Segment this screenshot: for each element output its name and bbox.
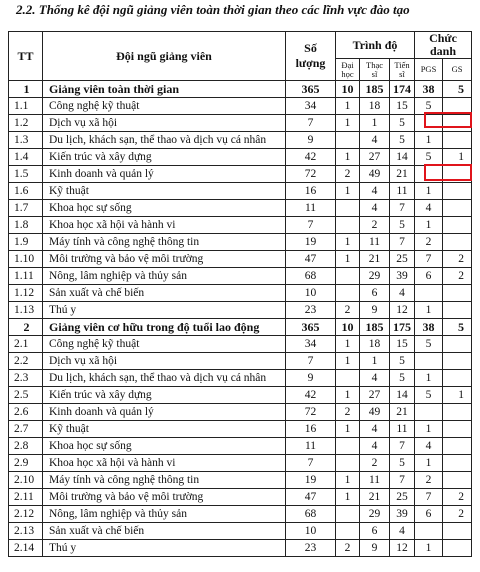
table-row	[9, 353, 472, 370]
row-thac-si: 6	[360, 285, 390, 302]
row-tt: 1.4	[9, 149, 43, 166]
row-name: Thú y	[43, 540, 286, 557]
table-row	[9, 387, 472, 404]
row-gs	[443, 540, 472, 557]
row-thac-si: 18	[360, 98, 390, 115]
row-gs	[443, 200, 472, 217]
row-name: Môi trường và bảo vệ môi trường	[43, 489, 286, 506]
row-gs	[443, 217, 472, 234]
row-gs	[443, 285, 472, 302]
row-tt: 1.11	[9, 268, 43, 285]
header-pgs: PGS	[415, 59, 443, 81]
row-tien-si: 5	[390, 370, 415, 387]
table-row	[9, 489, 472, 506]
header-tien-si: Tiến sĩ	[390, 59, 415, 81]
row-pgs: 1	[415, 217, 443, 234]
row-tien-si: 39	[390, 506, 415, 523]
table-row	[9, 319, 472, 336]
row-name: Khoa học sự sống	[43, 438, 286, 455]
row-dai-hoc: 1	[336, 234, 360, 251]
row-tien-si: 4	[390, 285, 415, 302]
row-tt: 2.12	[9, 506, 43, 523]
row-tien-si: 4	[390, 523, 415, 540]
table-row	[9, 149, 472, 166]
row-tt: 2.7	[9, 421, 43, 438]
row-thac-si: 27	[360, 149, 390, 166]
header-tt: TT	[9, 32, 43, 81]
row-tien-si: 7	[390, 200, 415, 217]
row-total: 34	[286, 336, 336, 353]
row-thac-si: 29	[360, 268, 390, 285]
table-row	[9, 200, 472, 217]
row-dai-hoc: 1	[336, 489, 360, 506]
table-row	[9, 370, 472, 387]
row-tien-si: 11	[390, 183, 415, 200]
row-pgs: 5	[415, 149, 443, 166]
row-dai-hoc	[336, 132, 360, 149]
row-thac-si: 4	[360, 438, 390, 455]
row-pgs: 5	[415, 98, 443, 115]
row-gs: 2	[443, 489, 472, 506]
row-total: 19	[286, 234, 336, 251]
row-tien-si: 15	[390, 98, 415, 115]
row-tt: 2.5	[9, 387, 43, 404]
row-total: 7	[286, 115, 336, 132]
row-thac-si: 1	[360, 115, 390, 132]
row-tien-si: 5	[390, 353, 415, 370]
row-pgs: 7	[415, 489, 443, 506]
row-tt: 1.3	[9, 132, 43, 149]
row-name: Máy tính và công nghệ thông tin	[43, 234, 286, 251]
row-tien-si: 39	[390, 268, 415, 285]
row-tt: 2.3	[9, 370, 43, 387]
row-gs	[443, 183, 472, 200]
header-title-group: Chức danh	[415, 32, 472, 59]
row-pgs: 5	[415, 387, 443, 404]
table-row	[9, 421, 472, 438]
row-dai-hoc: 1	[336, 353, 360, 370]
row-name: Dịch vụ xã hội	[43, 115, 286, 132]
table-row	[9, 81, 472, 98]
table-row	[9, 268, 472, 285]
table-row	[9, 455, 472, 472]
header-total: Số lượng	[286, 32, 336, 81]
row-name: Công nghệ kỹ thuật	[43, 98, 286, 115]
row-tt: 2.10	[9, 472, 43, 489]
row-pgs: 1	[415, 132, 443, 149]
row-tien-si: 14	[390, 387, 415, 404]
row-gs: 5	[443, 81, 472, 98]
row-pgs: 6	[415, 268, 443, 285]
row-total: 72	[286, 166, 336, 183]
row-gs: 2	[443, 251, 472, 268]
table-row	[9, 166, 472, 183]
row-gs	[443, 370, 472, 387]
row-thac-si: 27	[360, 387, 390, 404]
highlight-box	[424, 112, 472, 128]
row-gs	[443, 438, 472, 455]
row-gs	[443, 472, 472, 489]
row-thac-si: 2	[360, 455, 390, 472]
row-total: 34	[286, 98, 336, 115]
row-name: Khoa học sự sống	[43, 200, 286, 217]
table-row	[9, 523, 472, 540]
row-name: Giảng viên toàn thời gian	[43, 81, 286, 98]
row-gs: 5	[443, 319, 472, 336]
row-dai-hoc: 1	[336, 387, 360, 404]
row-total: 10	[286, 523, 336, 540]
row-name: Dịch vụ xã hội	[43, 353, 286, 370]
table-row	[9, 506, 472, 523]
row-dai-hoc: 10	[336, 319, 360, 336]
row-name: Khoa học xã hội và hành vi	[43, 455, 286, 472]
table-row	[9, 302, 472, 319]
header-degree: Trình độ	[336, 32, 415, 59]
table-row	[9, 98, 472, 115]
row-thac-si: 6	[360, 523, 390, 540]
row-pgs: 1	[415, 302, 443, 319]
row-dai-hoc: 1	[336, 98, 360, 115]
table-row	[9, 285, 472, 302]
row-name: Kỹ thuật	[43, 183, 286, 200]
row-tt: 2	[9, 319, 43, 336]
table-row	[9, 132, 472, 149]
row-dai-hoc: 1	[336, 183, 360, 200]
row-thac-si: 29	[360, 506, 390, 523]
row-tien-si: 12	[390, 540, 415, 557]
row-name: Kinh doanh và quản lý	[43, 166, 286, 183]
row-name: Sản xuất và chế biến	[43, 285, 286, 302]
row-tt: 1.12	[9, 285, 43, 302]
highlight-box	[424, 164, 472, 181]
header-dai-hoc: Đại học	[336, 59, 360, 81]
row-pgs	[415, 285, 443, 302]
row-thac-si: 11	[360, 472, 390, 489]
row-tt: 1.10	[9, 251, 43, 268]
row-gs: 1	[443, 149, 472, 166]
row-thac-si: 185	[360, 319, 390, 336]
row-tt: 2.6	[9, 404, 43, 421]
row-gs	[443, 302, 472, 319]
row-dai-hoc	[336, 217, 360, 234]
row-total: 9	[286, 370, 336, 387]
row-total: 365	[286, 319, 336, 336]
table-row	[9, 336, 472, 353]
table-row	[9, 115, 472, 132]
row-name: Kinh doanh và quản lý	[43, 404, 286, 421]
row-name: Sản xuất và chế biến	[43, 523, 286, 540]
row-pgs: 4	[415, 438, 443, 455]
row-gs	[443, 132, 472, 149]
row-name: Công nghệ kỹ thuật	[43, 336, 286, 353]
row-name: Nông, lâm nghiệp và thủy sản	[43, 268, 286, 285]
header-name: Đội ngũ giảng viên	[43, 32, 286, 81]
row-gs: 2	[443, 268, 472, 285]
row-dai-hoc: 1	[336, 115, 360, 132]
row-tt: 2.1	[9, 336, 43, 353]
row-thac-si: 49	[360, 404, 390, 421]
row-thac-si: 49	[360, 166, 390, 183]
row-tien-si: 15	[390, 336, 415, 353]
row-gs	[443, 234, 472, 251]
row-total: 9	[286, 132, 336, 149]
row-tien-si: 21	[390, 404, 415, 421]
row-dai-hoc	[336, 438, 360, 455]
row-pgs: 2	[415, 234, 443, 251]
row-total: 365	[286, 81, 336, 98]
row-thac-si: 4	[360, 200, 390, 217]
row-gs	[443, 421, 472, 438]
table-row	[9, 234, 472, 251]
row-tt: 1	[9, 81, 43, 98]
table-row	[9, 438, 472, 455]
row-gs	[443, 404, 472, 421]
row-dai-hoc	[336, 268, 360, 285]
row-dai-hoc: 10	[336, 81, 360, 98]
row-total: 42	[286, 149, 336, 166]
row-tt: 1.8	[9, 217, 43, 234]
row-tt: 1.2	[9, 115, 43, 132]
row-pgs: 1	[415, 455, 443, 472]
table-row	[9, 251, 472, 268]
row-pgs	[415, 404, 443, 421]
row-tien-si: 5	[390, 217, 415, 234]
row-tt: 2.8	[9, 438, 43, 455]
table-body	[9, 81, 472, 557]
row-pgs: 1	[415, 183, 443, 200]
row-total: 47	[286, 489, 336, 506]
row-pgs	[415, 523, 443, 540]
row-pgs	[415, 353, 443, 370]
row-pgs: 38	[415, 319, 443, 336]
row-total: 16	[286, 183, 336, 200]
row-thac-si: 18	[360, 336, 390, 353]
row-gs	[443, 336, 472, 353]
row-tien-si: 5	[390, 115, 415, 132]
row-pgs: 2	[415, 472, 443, 489]
row-name: Kiến trúc và xây dựng	[43, 387, 286, 404]
row-total: 23	[286, 540, 336, 557]
row-thac-si: 2	[360, 217, 390, 234]
row-tt: 1.7	[9, 200, 43, 217]
row-tien-si: 7	[390, 234, 415, 251]
row-thac-si: 1	[360, 353, 390, 370]
header-gs: GS	[443, 59, 472, 81]
header-thac-si: Thạc sĩ	[360, 59, 390, 81]
table-row	[9, 540, 472, 557]
row-tien-si: 12	[390, 302, 415, 319]
row-tien-si: 5	[390, 455, 415, 472]
row-total: 47	[286, 251, 336, 268]
row-tien-si: 21	[390, 166, 415, 183]
row-dai-hoc: 1	[336, 251, 360, 268]
row-tt: 2.13	[9, 523, 43, 540]
table-header	[9, 32, 472, 81]
row-total: 42	[286, 387, 336, 404]
row-thac-si: 21	[360, 489, 390, 506]
row-tien-si: 175	[390, 319, 415, 336]
row-thac-si: 4	[360, 183, 390, 200]
row-name: Thú y	[43, 302, 286, 319]
row-thac-si: 9	[360, 540, 390, 557]
row-dai-hoc	[336, 370, 360, 387]
row-dai-hoc	[336, 523, 360, 540]
row-name: Du lịch, khách sạn, thể thao và dịch vụ cá nhân	[43, 132, 286, 149]
table-row	[9, 183, 472, 200]
row-total: 10	[286, 285, 336, 302]
row-total: 11	[286, 438, 336, 455]
row-dai-hoc: 2	[336, 540, 360, 557]
row-total: 19	[286, 472, 336, 489]
row-name: Máy tính và công nghệ thông tin	[43, 472, 286, 489]
row-tt: 1.1	[9, 98, 43, 115]
row-dai-hoc: 1	[336, 472, 360, 489]
row-tien-si: 25	[390, 251, 415, 268]
row-name: Môi trường và bảo vệ môi trường	[43, 251, 286, 268]
row-tt: 1.13	[9, 302, 43, 319]
row-total: 16	[286, 421, 336, 438]
row-gs	[443, 455, 472, 472]
row-pgs: 1	[415, 421, 443, 438]
row-dai-hoc: 1	[336, 336, 360, 353]
section-title: 2.2. Thống kê đội ngũ giảng viên toàn thời gian theo các lĩnh vực đào tạo	[16, 2, 410, 17]
row-total: 68	[286, 268, 336, 285]
row-pgs: 7	[415, 251, 443, 268]
row-name: Giảng viên cơ hữu trong độ tuổi lao động	[43, 319, 286, 336]
row-dai-hoc	[336, 455, 360, 472]
row-name: Kiến trúc và xây dựng	[43, 149, 286, 166]
row-tien-si: 7	[390, 472, 415, 489]
row-thac-si: 4	[360, 370, 390, 387]
row-name: Khoa học xã hội và hành vi	[43, 217, 286, 234]
row-dai-hoc	[336, 285, 360, 302]
row-total: 11	[286, 200, 336, 217]
row-dai-hoc: 1	[336, 149, 360, 166]
row-tt: 2.14	[9, 540, 43, 557]
row-total: 7	[286, 455, 336, 472]
row-total: 7	[286, 217, 336, 234]
row-thac-si: 185	[360, 81, 390, 98]
row-pgs: 5	[415, 336, 443, 353]
staff-table	[8, 31, 472, 557]
row-dai-hoc	[336, 200, 360, 217]
row-tien-si: 14	[390, 149, 415, 166]
row-tt: 2.2	[9, 353, 43, 370]
row-total: 7	[286, 353, 336, 370]
row-gs	[443, 523, 472, 540]
row-name: Du lịch, khách sạn, thể thao và dịch vụ cá nhân	[43, 370, 286, 387]
row-tt: 1.6	[9, 183, 43, 200]
row-pgs: 4	[415, 200, 443, 217]
table-row	[9, 217, 472, 234]
row-tt: 2.9	[9, 455, 43, 472]
row-thac-si: 4	[360, 421, 390, 438]
row-thac-si: 9	[360, 302, 390, 319]
row-total: 68	[286, 506, 336, 523]
row-tt: 2.11	[9, 489, 43, 506]
row-tien-si: 25	[390, 489, 415, 506]
row-dai-hoc: 2	[336, 404, 360, 421]
row-name: Nông, lâm nghiệp và thủy sản	[43, 506, 286, 523]
row-tt: 1.5	[9, 166, 43, 183]
row-thac-si: 4	[360, 132, 390, 149]
row-name: Kỹ thuật	[43, 421, 286, 438]
row-dai-hoc: 2	[336, 302, 360, 319]
row-dai-hoc: 2	[336, 166, 360, 183]
row-gs	[443, 353, 472, 370]
row-dai-hoc: 1	[336, 421, 360, 438]
row-total: 72	[286, 404, 336, 421]
row-dai-hoc	[336, 506, 360, 523]
row-thac-si: 21	[360, 251, 390, 268]
table-row	[9, 472, 472, 489]
table-row	[9, 404, 472, 421]
row-tien-si: 7	[390, 438, 415, 455]
row-gs: 2	[443, 506, 472, 523]
row-pgs: 1	[415, 370, 443, 387]
row-tien-si: 11	[390, 421, 415, 438]
row-tien-si: 5	[390, 132, 415, 149]
row-gs: 1	[443, 387, 472, 404]
row-total: 23	[286, 302, 336, 319]
row-pgs: 6	[415, 506, 443, 523]
row-tien-si: 174	[390, 81, 415, 98]
row-tt: 1.9	[9, 234, 43, 251]
row-thac-si: 11	[360, 234, 390, 251]
row-pgs: 38	[415, 81, 443, 98]
row-pgs: 1	[415, 540, 443, 557]
